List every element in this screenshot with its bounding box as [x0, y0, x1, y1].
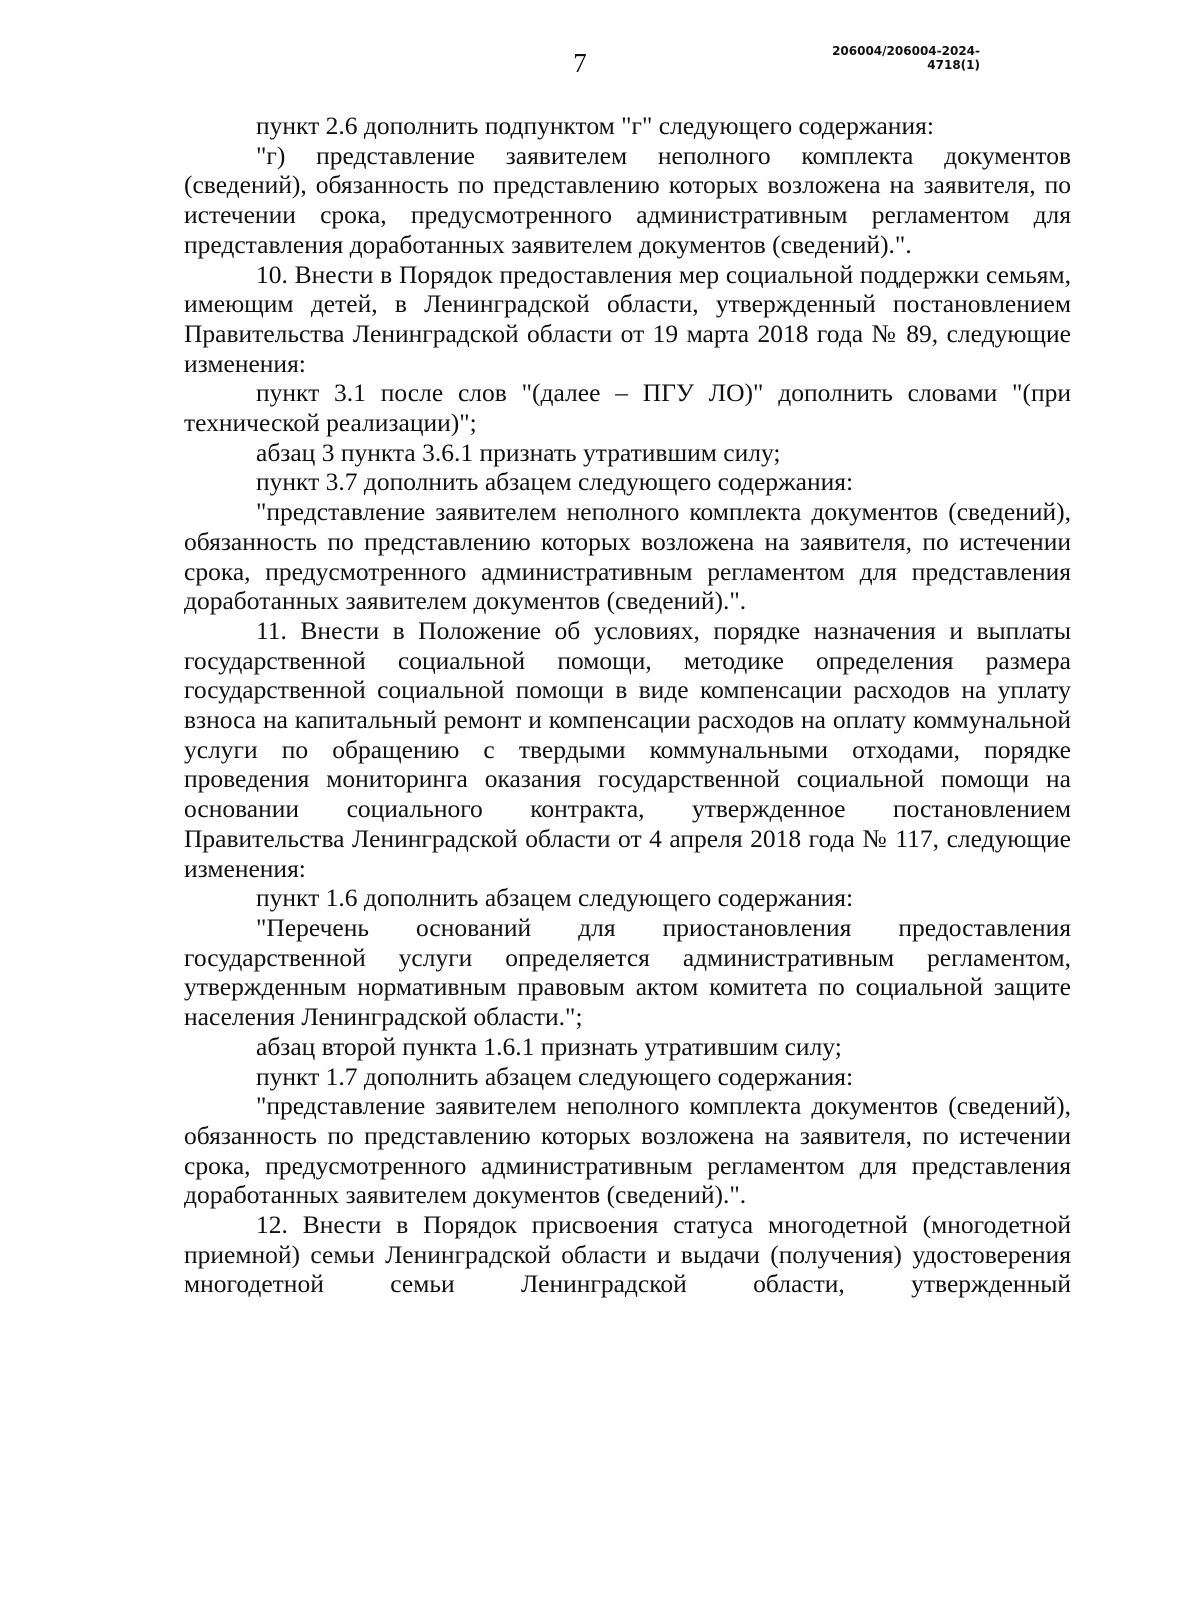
paragraph-3-7-amendment: пункт 3.7 дополнить абзацем следующего содержания: [256, 467, 854, 497]
quoted-subparagraph-g: "г) представление заявителем неполного комплекта документов (сведений), обязанность по представлению которых возложена на заявителя, по истечении срока, предусмотренного административным регламентом для представления доработанных заявителем документов (сведений).". [184, 140, 1071, 259]
item-11-heading: 11. Внести в Положение об условиях, порядке назначения и выплаты государственной социальной помощи, методике определения размера государственной социальной помощи в виде компенсации расходов на уплату взноса на капитальный ремонт и компенсации расходов на оплату коммунальной услуги по обращению с твердыми коммунальными отходами, порядке проведения мониторинга оказания государственной социальной помощи на основании социального контракта, утвержденное постановлением Правительства Ленинградской области от 4 апреля 2018 года № 117, следующие изменения: [184, 615, 1071, 883]
quoted-paragraph-1-7: "представление заявителем неполного комплекта документов (сведений), обязанность по представлению которых возложена на заявителя, по истечении срока, предусмотренного административным регламентом для представления доработанных заявителем документов (сведений).". [184, 1091, 1071, 1210]
document-body [184, 111, 1071, 1299]
item-10-heading: 10. Внести в Порядок предоставления мер социальной поддержки семьям, имеющим детей, в Ленинградской области, утвержденный постановлением Правительства Ленинградской области от 19 марта 2018 года № 89, следующие изменения: [184, 259, 1071, 378]
item-12-heading: 12. Внести в Порядок присвоения статуса многодетной (многодетной приемной) семьи Ленинградской области и выдачи (получения) удостоверения многодетной семьи Ленинградской области, утвержденный [184, 1210, 1071, 1299]
paragraph-1-7-amendment: пункт 1.7 дополнить абзацем следующего содержания: [256, 1061, 854, 1091]
page-number: 7 [573, 48, 587, 78]
quoted-paragraph-3-7: "представление заявителем неполного комплекта документов (сведений), обязанность по представлению которых возложена на заявителя, по истечении срока, предусмотренного административным регламентом для представления доработанных заявителем документов (сведений).". [184, 497, 1071, 616]
paragraph-1-6-1-repeal: абзац второй пункта 1.6.1 признать утратившим силу; [256, 1031, 842, 1061]
paragraph-3-6-1-repeal: абзац 3 пункта 3.6.1 признать утратившим силу; [256, 437, 781, 467]
document-id: 206004/206004-2024-4718(1) [832, 44, 980, 72]
paragraph-2-6-amendment: пункт 2.6 дополнить подпунктом "г" следующего содержания: [256, 111, 934, 140]
paragraph-3-1-amendment: пункт 3.1 после слов "(далее – ПГУ ЛО)" дополнить словами "(при технической реализации)"; [184, 378, 1071, 438]
quoted-paragraph-1-6: "Перечень оснований для приостановления предоставления государственной услуги определяется административным регламентом, утвержденным нормативным правовым актом комитета по социальной защите населения Ленинградской области."; [184, 912, 1071, 1032]
paragraph-1-6-amendment: пункт 1.6 дополнить абзацем следующего содержания: [256, 883, 854, 913]
